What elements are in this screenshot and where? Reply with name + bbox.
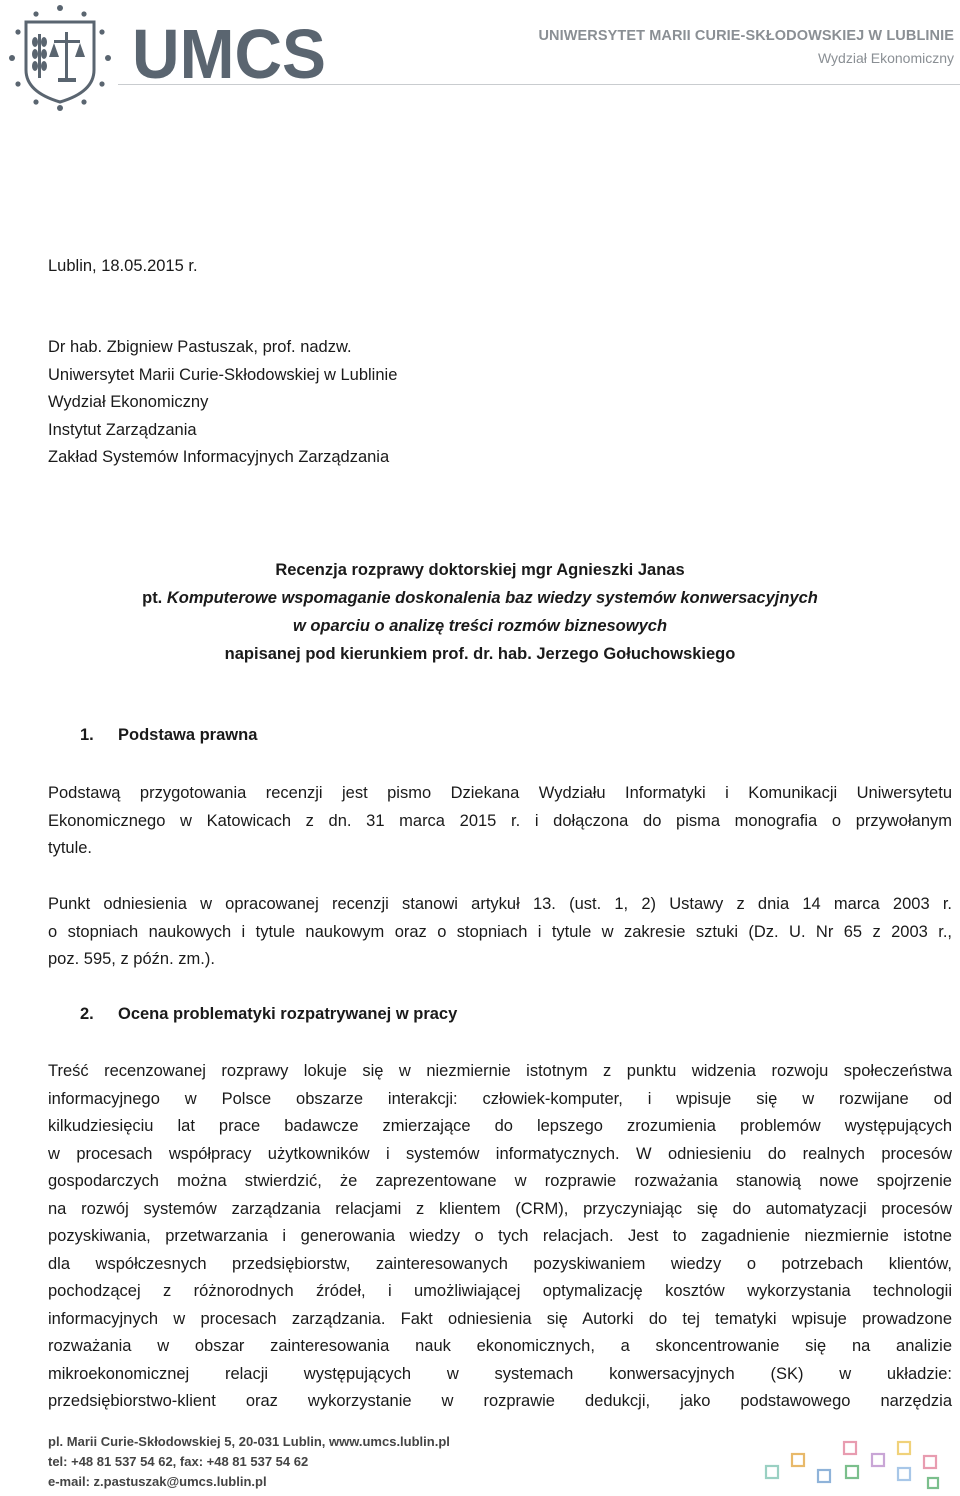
section-number: 1. [80,726,94,744]
svg-text:UMCS: UMCS [132,22,326,84]
section-title: Podstawa prawna [118,726,258,744]
university-name: UNIWERSYTET MARII CURIE-SKŁODOWSKIEJ W LUBLINIE [538,28,954,44]
text-line: na rozwój systemów zarządzania relacjami z klientem (CRM), przyczyniając się do automatyzacji procesów [48,1199,952,1218]
umcs-logo-text [132,22,328,84]
text-line: dla współczesnych przedsiębiorstw, zainteresowanych pozyskiwaniem wiedzy o potrzebach klientów, [48,1254,952,1273]
text-line: informacyjnego w Polsce obszarze interakcji: człowiek-komputer, i wpisuje się w rozwijane od [48,1089,952,1108]
text-line: mikroekonomicznej relacji występujących w systemach konwersacyjnych (SK) w układzie: [48,1364,952,1383]
text-line: Treść recenzowanej rozprawy lokuje się w niezmiernie istotnym z punktu widzenia rozwoju społeczeństwa [48,1062,952,1080]
text-line: pochodzącej z różnorodnych źródeł, i umożliwiającej optymalizację kosztów wykorzystania technologii [48,1282,952,1300]
text-line: kilkudziesięciu lat prace badawcze zmierzające do lepszego zrozumienia problemów występujących [48,1117,952,1135]
reviewer-name: Dr hab. Zbigniew Pastuszak, prof. nadzw. [48,338,352,356]
text-line: poz. 595, z późn. zm.). [48,950,215,968]
text-line: Punkt odniesienia w opracowanej recenzji stanowi artykuł 13. (ust. 1, 2) Ustawy z dnia 14 marca 2003 r. [48,895,952,913]
faculty-name: Wydział Ekonomiczny [817,50,954,66]
text-line: tytule. [48,839,93,857]
text-line: w procesach współpracy użytkowników i systemów informatycznych. W odniesieniu do realnych procesów [48,1144,952,1163]
reviewer-address [48,334,397,472]
title-line-4: napisanej pod kierunkiem prof. dr. hab. Jerzego Gołuchowskiego [224,645,736,663]
header-info [538,28,954,66]
footer-address: pl. Marii Curie-Skłodowskiej 5, 20-031 Lublin, www.umcs.lublin.pl [48,1434,450,1449]
decorative-squares-icon [762,1436,952,1492]
text-line: informacyjnych w procesach zarządzania. Fakt odniesienia się Autorki do tej tematyki wpisuje prowadzone [48,1309,952,1328]
thesis-title-part-2: w oparciu o analizę treści rozmów biznesowych [292,617,668,635]
umcs-emblem-icon [2,0,118,116]
footer-email: e-mail: z.pastuszak@umcs.lublin.pl [48,1474,267,1489]
text-line: przedsiębiorstwo-klient oraz wykorzystanie w rozprawie dedukcji, jako podstawowego narzędzia [48,1392,952,1410]
text-line: gospodarczych można stwierdzić, że zaprezentowane w rozprawie rozważania stanowią nowe spojrzenie [48,1172,952,1190]
reviewer-department: Zakład Systemów Informacyjnych Zarządzania [48,448,390,466]
section-1-heading [80,726,257,745]
title-line-2 [48,584,912,612]
header-divider [118,84,960,85]
review-title [48,556,912,668]
text-line: rozważania w obszar zainteresowania nauk ekonomicznych, a skoncentrowanie się na analizie [48,1337,952,1355]
reviewer-institute: Instytut Zarządzania [48,420,197,439]
section-number: 2. [80,1005,94,1023]
date-line: Lublin, 18.05.2015 r. [48,257,198,275]
section-title: Ocena problematyki rozpatrywanej w pracy [118,1005,458,1023]
footer-contact [48,1432,450,1492]
section-2-heading [80,1005,457,1024]
thesis-title-part-1: Komputerowe wspomaganie doskonalenia baz wiedzy systemów konwersacyjnych [166,589,818,607]
text-line: o stopniach naukowych i tytule naukowym oraz o stopniach i tytule w zakresie sztuki (Dz. U. Nr 65 z 2003 r., [48,922,952,941]
reviewer-university: Uniwersytet Marii Curie-Skłodowskiej w Lublinie [48,365,398,384]
title-line-1: Recenzja rozprawy doktorskiej mgr Agnieszki Janas [275,561,685,579]
section-1-paragraph-2 [48,891,952,974]
title-prefix: pt. [142,589,167,607]
reviewer-faculty: Wydział Ekonomiczny [48,393,209,411]
section-2-paragraph-1 [48,1058,952,1416]
text-line: Ekonomicznego w Katowicach z dn. 31 marca 2015 r. i dołączona do pisma monografia o przywołanym [48,811,952,830]
text-line: pozyskiwania, przetwarzania i generowania wiedzy o tych relacjach. Jest to zagadnienie niezmiernie istotne [48,1227,952,1245]
footer-phone: tel: +48 81 537 54 62, fax: +48 81 537 54 62 [48,1454,309,1469]
section-1-paragraph-1 [48,780,952,863]
text-line: Podstawą przygotowania recenzji jest pismo Dziekana Wydziału Informatyki i Komunikacji Uniwersytetu [48,784,952,802]
